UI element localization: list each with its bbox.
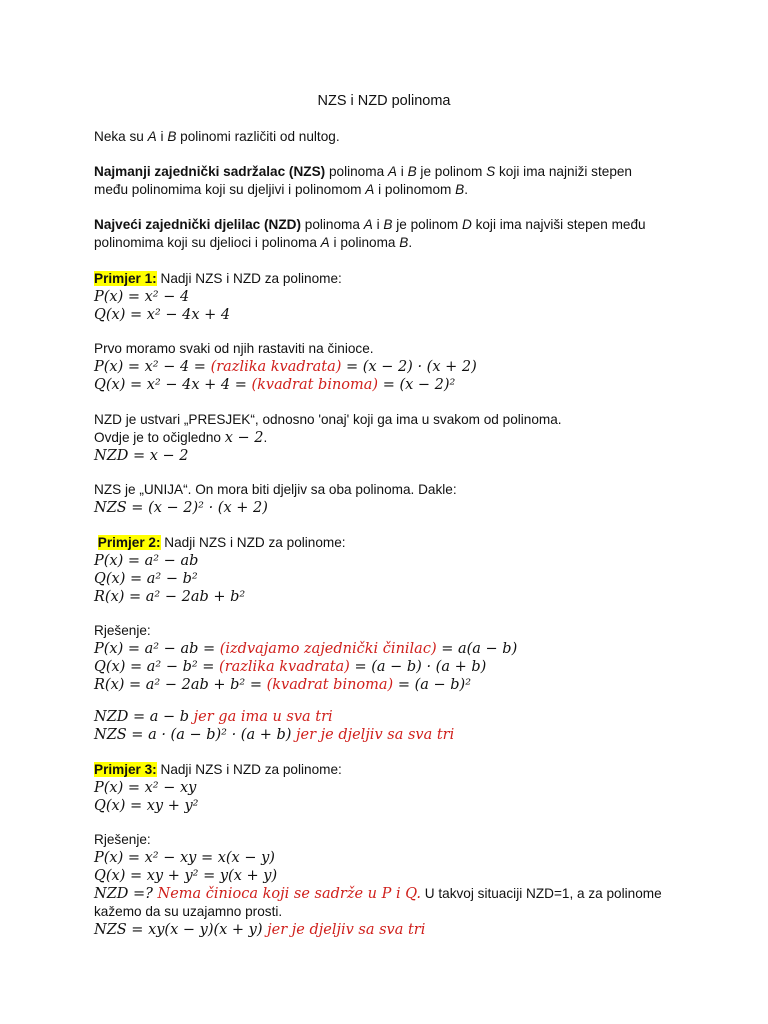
example-3-label: Primjer 3:	[94, 762, 157, 777]
page-title: NZS i NZD polinoma	[317, 93, 451, 109]
example-3-solution: Rješenje: P(x) = x² − xy = x(x − y) Q(x) = xy + y² = y(x + y) NZD =? Nema činioca koji se sadrže u P i Q. U takvoj situaciji NZD=1, a za polinome kažemo da su uzajamno prosti. NZS = xy(x − y)(x + y) jer je djeljiv sa sva tri	[94, 832, 662, 938]
example-1-nzd: NZD je ustvari „PRESJEK“, odnosno 'onaj' koji ga ima u svakom od polinoma. Ovdje je to očigledno x − 2. NZD = x − 2	[94, 412, 562, 464]
example-2-solution: Rješenje: P(x) = a² − ab = (izdvajamo zajednički činilac) = a(a − b) Q(x) = a² − b² = (razlika kvadrata) = (a − b) · (a + b) R(x) = a² − 2ab + b² = (kvadrat binoma) = (a − b)²	[94, 623, 518, 693]
example-2-result: NZD = a − b jer ga ima u sva tri NZS = a · (a − b)² · (a + b) jer je djeljiv sa sva tri	[94, 709, 455, 743]
intro-text	[94, 128, 694, 146]
example-1-factoring: Prvo moramo svaki od njih rastaviti na činioce. P(x) = x² − 4 = (razlika kvadrata) = (x − 2) · (x + 2) Q(x) = x² − 4x + 4 = (kvadrat binoma) = (x − 2)²	[94, 341, 477, 393]
example-1: Primjer 1: Nadji NZS i NZD za polinome: P(x) = x² − 4 Q(x) = x² − 4x + 4	[94, 271, 342, 323]
example-1-label: Primjer 1:	[94, 271, 157, 286]
example-2: Primjer 2: Nadji NZS i NZD za polinome: P(x) = a² − ab Q(x) = a² − b² R(x) = a² − 2ab + b²	[94, 535, 346, 605]
nzd-definition: Najveći zajednički djelilac (NZD) polinoma A i B je polinom D koji ima najviši stepen među polinomima koji su djelioci i polinoma A i polinoma B.	[94, 217, 646, 250]
example-3: Primjer 3: Nadji NZS i NZD za polinome: P(x) = x² − xy Q(x) = xy + y²	[94, 762, 342, 814]
example-1-nzs: NZS je „UNIJA“. On mora biti djeljiv sa oba polinoma. Dakle: NZS = (x − 2)² · (x + 2)	[94, 482, 457, 516]
intro-line: Neka su A i B polinomi različiti od nultog.	[94, 129, 340, 144]
nzs-definition: Najmanji zajednički sadržalac (NZS) polinoma A i B je polinom S koji ima najniži stepen među polinomima koji su djeljivi i polinomom A i polinomom B.	[94, 164, 632, 197]
example-2-label: Primjer 2:	[97, 535, 161, 550]
